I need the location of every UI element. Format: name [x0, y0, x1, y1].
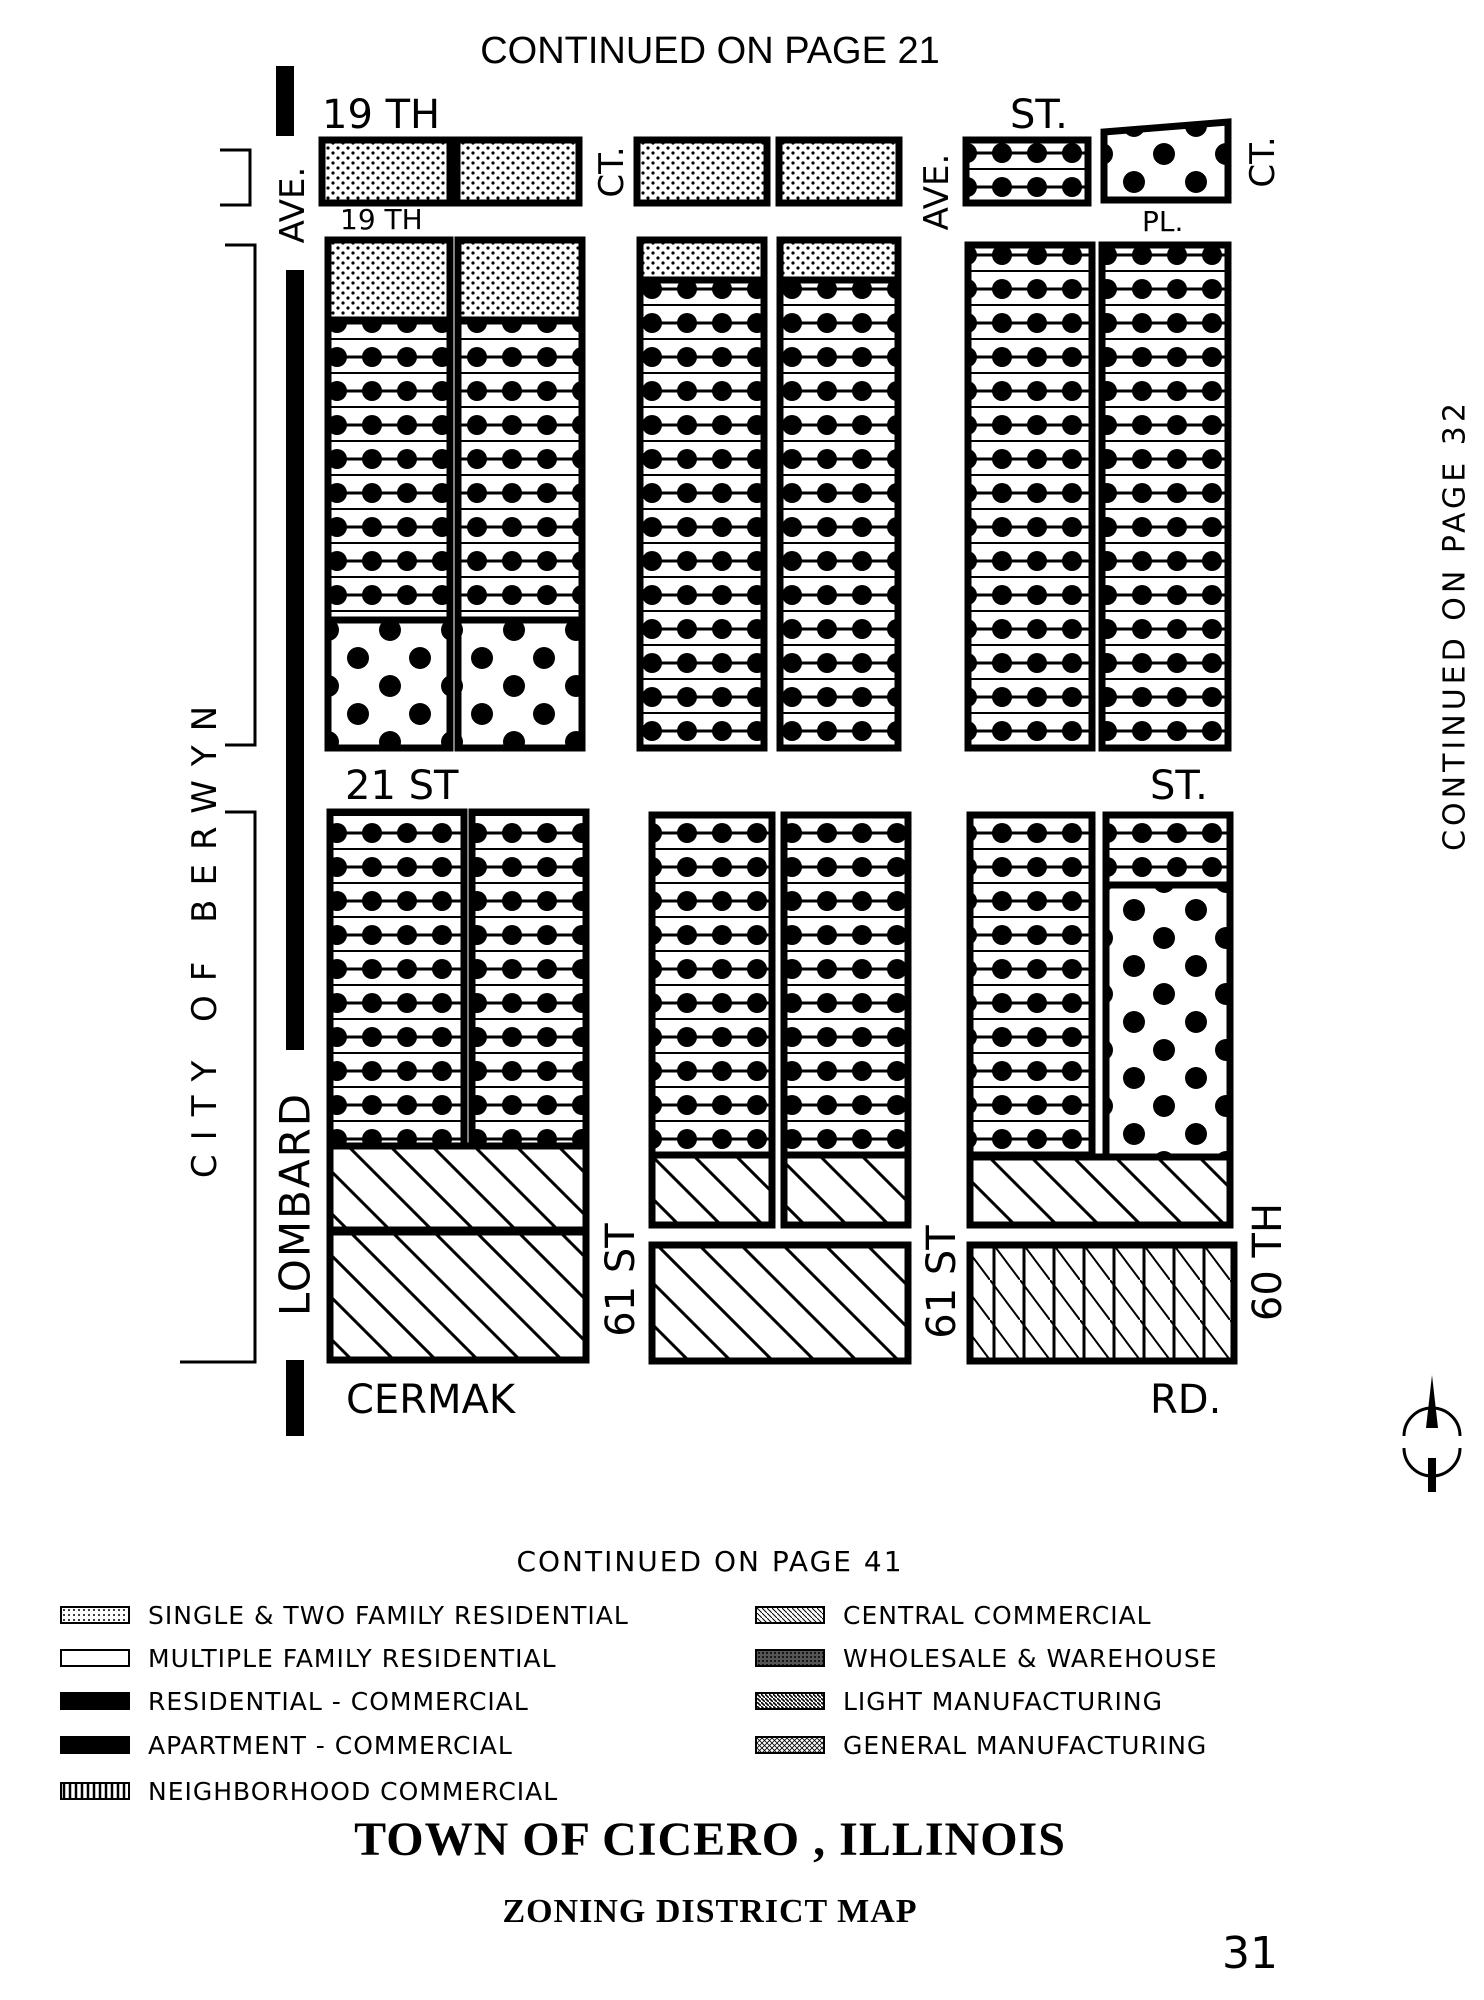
street-ct-mid: CT.: [592, 146, 632, 198]
block-r1-2: [457, 140, 579, 203]
swatch-dense-dark: [755, 1649, 825, 1667]
block-r1-6: [1104, 122, 1228, 200]
legend-label: RESIDENTIAL - COMMERCIAL: [148, 1686, 529, 1716]
legend-label: WHOLESALE & WAREHOUSE: [843, 1643, 1218, 1673]
swatch-diagonal-dense: [755, 1692, 825, 1710]
map-title: TOWN OF CICERO , ILLINOIS: [354, 1813, 1066, 1866]
block-r1-4: [779, 140, 899, 203]
legend-item-light-manufacturing: [755, 1686, 1163, 1716]
street-60th: 60 TH: [1245, 1202, 1291, 1322]
continued-bottom-label: CONTINUED ON PAGE 41: [516, 1545, 904, 1578]
north-arrow-icon: [1404, 1375, 1460, 1492]
legend-item-central-commercial: [755, 1600, 1152, 1630]
legend-label: APARTMENT - COMMERCIAL: [148, 1730, 513, 1760]
legend-item-apartment-commercial: [60, 1730, 513, 1760]
legend-label: NEIGHBORHOOD COMMERCIAL: [148, 1776, 559, 1806]
legend-label: GENERAL MANUFACTURING: [843, 1730, 1208, 1760]
street-ave-mid: AVE.: [917, 153, 957, 231]
street-st-top: ST.: [1010, 92, 1068, 138]
continued-right-label: CONTINUED ON PAGE 32: [1437, 399, 1473, 851]
street-pl: PL.: [1142, 205, 1184, 238]
swatch-vertical-hatch: [60, 1782, 130, 1800]
street-ct-right: CT.: [1243, 136, 1283, 188]
block-r3-left: [330, 812, 586, 1360]
swatch-diagonal-light: [755, 1606, 825, 1624]
block-r1-5: [966, 140, 1088, 203]
swatch-solid: [60, 1692, 130, 1710]
boundary-bar-bottom: [286, 1360, 304, 1436]
boundary-bar-middle: [286, 270, 304, 1050]
legend-item-wholesale-warehouse: [755, 1643, 1218, 1673]
street-rd: RD.: [1150, 1377, 1222, 1423]
legend-item-residential-commercial: [60, 1686, 529, 1716]
street-ave-left: AVE.: [273, 166, 313, 244]
bracket-a: [220, 150, 250, 205]
page-number: 31: [1222, 1928, 1278, 1979]
street-lombard: LOMBARD: [270, 1091, 320, 1317]
block-r2-left: [328, 240, 582, 748]
block-r3-right: [970, 815, 1234, 1361]
street-st-21: ST.: [1150, 763, 1208, 809]
legend-item-single-two-family: [60, 1600, 629, 1630]
legend-label: SINGLE & TWO FAMILY RESIDENTIAL: [148, 1600, 629, 1630]
legend-item-general-manufacturing: [755, 1730, 1207, 1760]
continued-top-label: CONTINUED ON PAGE 21: [480, 30, 940, 72]
block-r3-middle: [652, 815, 908, 1361]
legend-label: CENTRAL COMMERCIAL: [843, 1600, 1152, 1630]
swatch-solid: [60, 1736, 130, 1754]
boundary-bar-top: [276, 66, 294, 136]
street-61st-b: 61 ST: [919, 1225, 965, 1339]
block-r1-3: [637, 140, 767, 203]
swatch-crosshatch: [755, 1736, 825, 1754]
swatch-blank: [60, 1649, 130, 1667]
street-61st-a: 61 ST: [598, 1223, 644, 1337]
city-of-berwyn-label: CITY OF BERWYN: [185, 691, 225, 1179]
street-cermak: CERMAK: [346, 1377, 516, 1423]
legend-item-multiple-family: [60, 1643, 557, 1673]
legend-label: MULTIPLE FAMILY RESIDENTIAL: [148, 1643, 557, 1673]
block-r2-middle: [640, 240, 898, 748]
street-21st: 21 ST: [345, 763, 459, 809]
block-r1-1: [322, 140, 450, 203]
map-subtitle: ZONING DISTRICT MAP: [502, 1893, 918, 1930]
block-r2-right: [968, 245, 1228, 748]
street-19th-small: 19 TH: [340, 203, 423, 236]
bracket-b: [225, 245, 255, 745]
legend-item-neighborhood-commercial: [60, 1776, 558, 1806]
swatch-fine-dots: [60, 1606, 130, 1624]
legend-label: LIGHT MANUFACTURING: [843, 1686, 1163, 1716]
street-19th: 19 TH: [322, 92, 441, 138]
